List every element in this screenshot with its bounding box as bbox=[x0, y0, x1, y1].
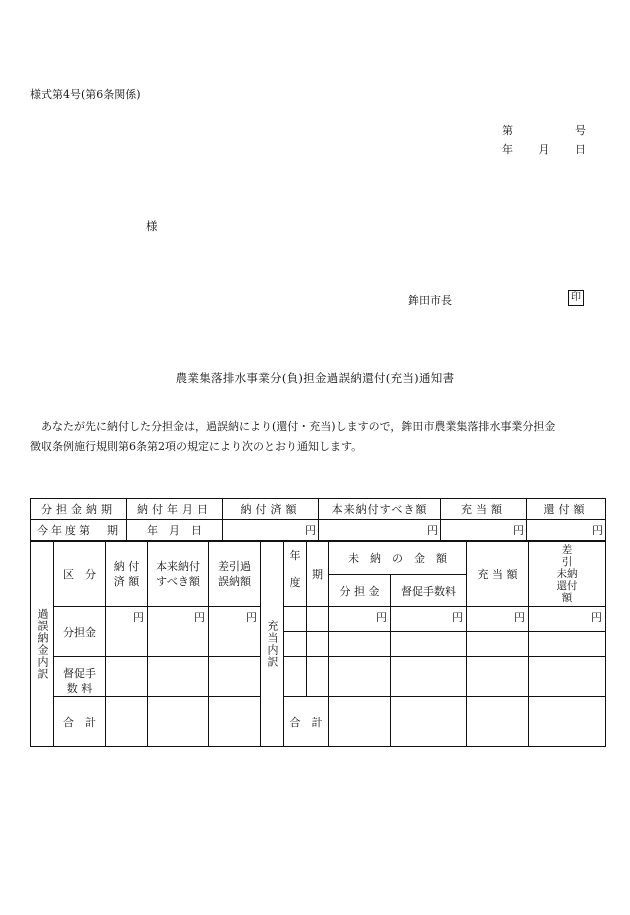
doc-number-dai: 第 bbox=[502, 124, 513, 137]
empty-cell bbox=[329, 657, 391, 697]
document-date bbox=[502, 141, 586, 157]
body-line-2: 徴収条例施行規則第6条第2項の規定により次のとおり通知します。 bbox=[30, 440, 363, 453]
kubun-header: 区 分 bbox=[54, 542, 106, 607]
net-unpaid-refund-header: 差 引 未納 還付 額 bbox=[529, 542, 606, 607]
juto-contribution-yen: 円 bbox=[329, 607, 391, 632]
unpaid-dunning-fee-header: 督促手数料 bbox=[391, 575, 467, 607]
juto-term-cell bbox=[307, 607, 329, 632]
empty-cell bbox=[106, 657, 148, 697]
empty-cell bbox=[106, 697, 148, 747]
body-line-1: あなたが先に納付した分担金は，過誤納により(還付・充当)しますので，鉾田市農業集落排水事業分担金 bbox=[41, 420, 556, 433]
empty-cell bbox=[209, 697, 261, 747]
empty-cell bbox=[391, 697, 467, 747]
summary-value-row bbox=[31, 520, 606, 541]
empty-cell bbox=[467, 697, 529, 747]
empty-cell bbox=[329, 632, 391, 657]
empty-cell bbox=[148, 697, 209, 747]
overpayment-breakdown-label: 過誤納金内訳 bbox=[31, 542, 54, 747]
sender: 鉾田市長 bbox=[408, 294, 452, 307]
header-paid-amount: 納付済額 bbox=[223, 499, 319, 520]
header-installment: 分担金納期 bbox=[31, 499, 127, 520]
juto-fee-yen: 円 bbox=[391, 607, 467, 632]
current-installment: 今年度第 期 bbox=[31, 520, 127, 541]
contribution-row-label: 分担金 bbox=[54, 607, 106, 657]
empty-cell bbox=[391, 657, 467, 697]
net-overpaid-header: 差引過 誤納額 bbox=[209, 542, 261, 607]
paid-amount-yen: 円 bbox=[223, 520, 319, 541]
empty-cell bbox=[284, 657, 307, 697]
payment-summary-table bbox=[30, 498, 606, 541]
overpayment-detail-table bbox=[30, 541, 606, 747]
contribution-paid-yen: 円 bbox=[106, 607, 148, 657]
refund-yen: 円 bbox=[527, 520, 606, 541]
body-text bbox=[30, 417, 610, 457]
empty-cell bbox=[148, 657, 209, 697]
juto-amount-yen: 円 bbox=[467, 607, 529, 632]
form-number: 様式第4号(第6条関係) bbox=[30, 88, 141, 101]
seal-icon: 印 bbox=[568, 290, 584, 306]
juto-refund-yen: 円 bbox=[529, 607, 606, 632]
dunning-fee-row-label: 督促手 数 料 bbox=[54, 657, 106, 697]
header-due-amount: 本来納付すべき額 bbox=[319, 499, 441, 520]
header-refund: 還付額 bbox=[527, 499, 606, 520]
date-month: 月 bbox=[538, 143, 550, 156]
header-payment-date: 納付年月日 bbox=[127, 499, 223, 520]
juto-year-cell bbox=[284, 607, 307, 632]
empty-cell bbox=[467, 657, 529, 697]
paid-header: 納 付 済 額 bbox=[106, 542, 148, 607]
summary-header-row bbox=[31, 499, 606, 520]
empty-cell bbox=[529, 657, 606, 697]
empty-cell bbox=[209, 657, 261, 697]
addressee-suffix: 様 bbox=[146, 219, 158, 233]
unpaid-contribution-header: 分 担 金 bbox=[329, 575, 391, 607]
contribution-due-yen: 円 bbox=[148, 607, 209, 657]
document-number bbox=[502, 122, 586, 141]
unpaid-amount-header: 未 納 の 金 額 bbox=[329, 542, 467, 575]
header-appropriation: 充当額 bbox=[441, 499, 527, 520]
appropriation-yen: 円 bbox=[441, 520, 527, 541]
empty-cell bbox=[467, 632, 529, 657]
document-title: 農業集落排水事業分(負)担金過誤納還付(充当)通知書 bbox=[175, 371, 455, 385]
date-day: 日 bbox=[575, 143, 586, 156]
contribution-net-yen: 円 bbox=[209, 607, 261, 657]
doc-number-go: 号 bbox=[575, 124, 586, 137]
total-row-label: 合 計 bbox=[54, 697, 106, 747]
empty-cell bbox=[529, 632, 606, 657]
empty-cell bbox=[307, 632, 329, 657]
appropriation-amount-header: 充 当 額 bbox=[467, 542, 529, 607]
due-amount-yen: 円 bbox=[319, 520, 441, 541]
juto-total-label: 合 計 bbox=[284, 697, 329, 747]
empty-cell bbox=[329, 697, 391, 747]
appropriation-breakdown-label: 充当内訳 bbox=[261, 542, 284, 747]
empty-cell bbox=[391, 632, 467, 657]
date-year: 年 bbox=[502, 143, 513, 156]
empty-cell bbox=[307, 657, 329, 697]
empty-cell bbox=[284, 632, 307, 657]
due-header: 本来納付 すべき額 bbox=[148, 542, 209, 607]
term-header: 期 bbox=[307, 542, 329, 607]
payment-date-value: 年 月 日 bbox=[127, 520, 223, 541]
fiscal-year-header: 年 度 bbox=[284, 542, 307, 607]
empty-cell bbox=[529, 697, 606, 747]
